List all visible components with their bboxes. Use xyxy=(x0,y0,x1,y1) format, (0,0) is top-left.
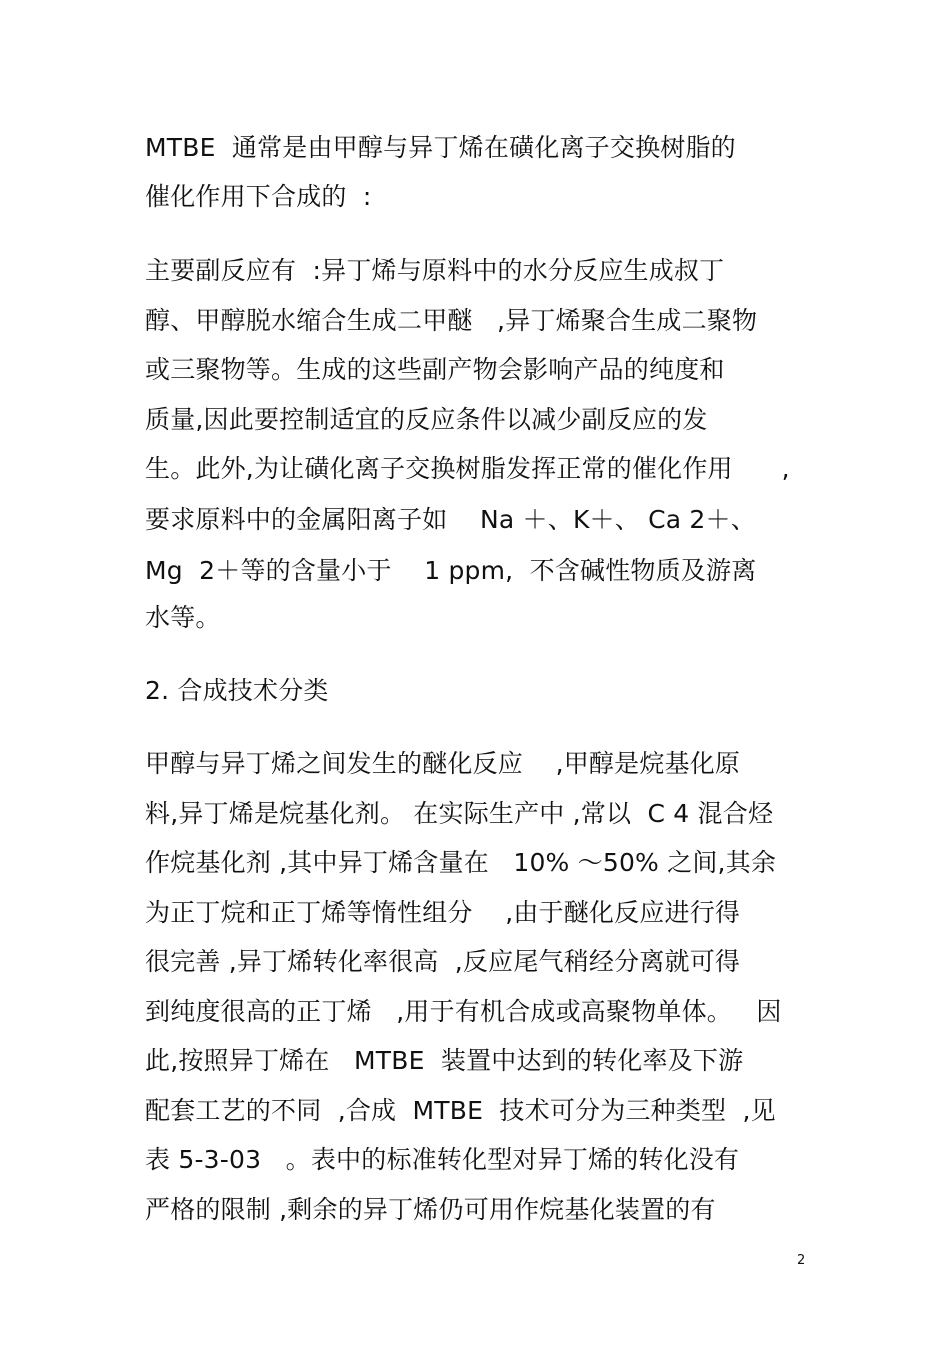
page-number: 2 xyxy=(797,1253,806,1268)
text-line: 很完善 ,异丁烯转化率很高 ,反应尾气稍经分离就可得 xyxy=(145,947,741,976)
text-line: 催化作用下合成的 : xyxy=(145,182,372,211)
section-heading: 2. 合成技术分类 xyxy=(145,676,329,705)
text-line: 水等。 xyxy=(145,603,221,632)
text-line: 质量,因此要控制适宜的反应条件以减少副反应的发 xyxy=(145,405,708,434)
text-line: 此,按照异丁烯在 MTBE 装置中达到的转化率及下游 xyxy=(145,1046,744,1075)
text-line: 主要副反应有 :异丁烯与原料中的水分反应生成叔丁 xyxy=(145,256,725,285)
text-line: MTBE 通常是由甲醇与异丁烯在磺化离子交换树脂的 xyxy=(145,133,736,162)
text-line: 生。此外,为让磺化离子交换树脂发挥正常的催化作用 , xyxy=(145,454,790,483)
text-line: 要求原料中的金属阳离子如 Na ＋、K＋、 Ca 2＋、 xyxy=(145,505,756,534)
text-line: 料,异丁烯是烷基化剂。 在实际生产中 ,常以 C 4 混合烃 xyxy=(145,799,774,828)
text-line: 到纯度很高的正丁烯 ,用于有机合成或高聚物单体。 因 xyxy=(145,997,782,1026)
text-line: 严格的限制 ,剩余的异丁烯仍可用作烷基化装置的有 xyxy=(145,1195,716,1224)
text-line: 甲醇与异丁烯之间发生的醚化反应 ,甲醇是烷基化原 xyxy=(145,749,741,778)
text-line: 配套工艺的不同 ,合成 MTBE 技术可分为三种类型 ,见 xyxy=(145,1096,776,1125)
text-line: 作烷基化剂 ,其中异丁烯含量在 10% ～50% 之间,其余 xyxy=(145,848,777,877)
text-line: Mg 2＋等的含量小于 1 ppm, 不含碱性物质及游离 xyxy=(145,556,757,585)
text-line: 醇、甲醇脱水缩合生成二甲醚 ,异丁烯聚合生成二聚物 xyxy=(145,306,758,335)
text-line: 表 5-3-03 。表中的标准转化型对异丁烯的转化没有 xyxy=(145,1145,740,1174)
text-line: 为正丁烷和正丁烯等惰性组分 ,由于醚化反应进行得 xyxy=(145,898,741,927)
text-line: 或三聚物等。生成的这些副产物会影响产品的纯度和 xyxy=(145,355,725,384)
